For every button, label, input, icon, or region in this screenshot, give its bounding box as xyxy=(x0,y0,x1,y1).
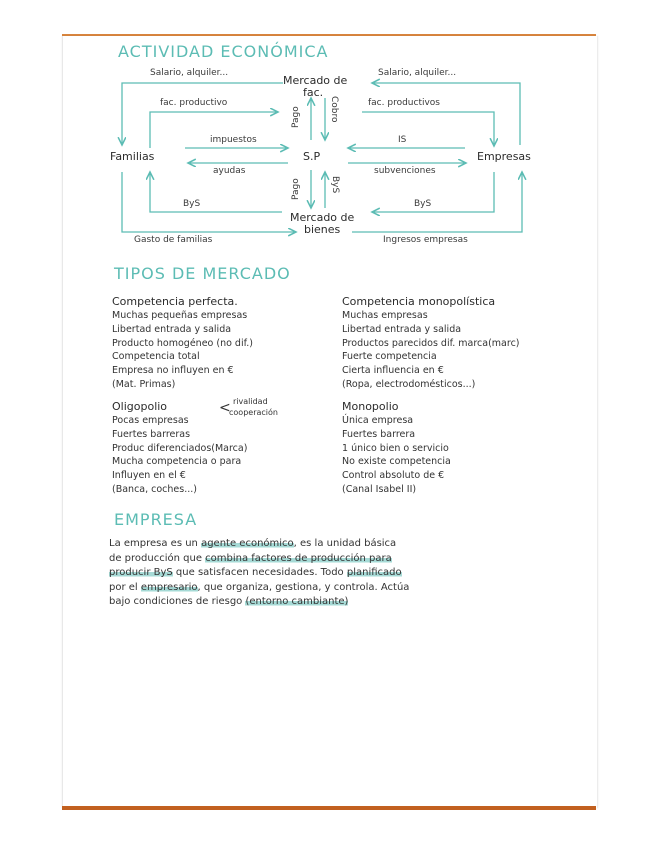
note-cooperacion: cooperación xyxy=(229,408,278,417)
list-item: Fuerte competencia xyxy=(342,351,437,363)
node-empresas: Empresas xyxy=(477,150,531,163)
label-salario-right: Salario, alquiler... xyxy=(378,68,457,78)
node-mercado-bienes: Mercado de xyxy=(290,211,355,224)
list-item: Control absoluto de € xyxy=(342,470,445,482)
empresa-definition xyxy=(109,538,579,611)
list-item: Fuertes barrera xyxy=(342,428,416,440)
label-is: IS xyxy=(398,135,407,145)
node-mercado-bienes-2: bienes xyxy=(304,223,341,236)
block-competencia-perfecta xyxy=(112,295,253,393)
paragraph-line: bajo condiciones de riesgo (entorno cambiante) xyxy=(109,596,349,607)
heading-tipos-de-mercado: TIPOS DE MERCADO xyxy=(114,264,291,283)
list-item: Única empresa xyxy=(342,415,414,426)
note-rivalidad: rivalidad xyxy=(233,397,268,406)
block-competencia-monopolistica xyxy=(342,295,520,393)
label-pago-bottom: Pago xyxy=(291,178,301,200)
list-item: Muchas pequeñas empresas xyxy=(112,310,248,321)
label-bys-left: ByS xyxy=(183,199,201,209)
title-oligopolio: Oligopolio xyxy=(112,400,168,413)
list-item: Producto homogéneo (no dif.) xyxy=(112,337,253,349)
label-ayudas: ayudas xyxy=(213,166,246,176)
list-item: Produc diferenciados(Marca) xyxy=(112,442,248,454)
list-item: Cierta influencia en € xyxy=(342,365,444,377)
paragraph-line: por el empresario, que organiza, gestiona, y controla. Actúa xyxy=(109,581,410,593)
brace-symbol: < xyxy=(219,400,231,416)
list-item: Libertad entrada y salida xyxy=(342,323,462,335)
title-competencia-monopolistica: Competencia monopolística xyxy=(342,295,496,308)
list-item: Pocas empresas xyxy=(112,415,189,426)
list-item: Muchas empresas xyxy=(342,310,428,321)
list-item: (Ropa, electrodomésticos...) xyxy=(342,378,476,390)
label-pago-top: Pago xyxy=(291,106,301,128)
list-item: Libertad entrada y salida xyxy=(112,323,232,335)
label-bys-right: ByS xyxy=(414,199,432,209)
block-monopolio xyxy=(342,400,451,498)
label-impuestos: impuestos xyxy=(210,135,257,145)
node-sp: S.P xyxy=(303,150,321,163)
label-fac-productivo-right: fac. productivos xyxy=(368,98,440,108)
heading-actividad-economica: ACTIVIDAD ECONÓMICA xyxy=(118,42,329,61)
label-salario-left: Salario, alquiler... xyxy=(150,68,229,78)
list-item: (Canal Isabel II) xyxy=(342,483,417,495)
label-ingresos-empresas: Ingresos empresas xyxy=(383,235,468,245)
list-item: Productos parecidos dif. marca(marc) xyxy=(342,337,520,349)
label-bys-vertical: ByS xyxy=(330,176,340,194)
list-item: (Banca, coches...) xyxy=(112,483,197,495)
heading-empresa: EMPRESA xyxy=(114,510,198,529)
arrow-fac-productivo-right xyxy=(362,112,494,146)
arrow-gasto-familias xyxy=(122,172,296,232)
label-cobro: Cobro xyxy=(329,96,339,123)
list-item: No existe competencia xyxy=(342,456,451,468)
label-gasto-familias: Gasto de familias xyxy=(134,235,213,245)
arrow-bys-right xyxy=(372,172,494,212)
node-familias: Familias xyxy=(110,150,155,163)
title-competencia-perfecta: Competencia perfecta. xyxy=(112,295,238,308)
list-item: Fuertes barreras xyxy=(112,428,191,440)
list-item: 1 único bien o servicio xyxy=(342,442,449,454)
paragraph-line: producir ByS que satisfacen necesidades. Todo planificado xyxy=(109,567,402,578)
arrow-ingresos-empresas xyxy=(352,172,522,232)
arrow-bys-left xyxy=(150,172,282,212)
list-item: Competencia total xyxy=(112,351,200,363)
label-subvenciones: subvenciones xyxy=(374,166,436,176)
paragraph-line: de producción que combina factores de producción para xyxy=(109,552,392,564)
arrow-salario-right xyxy=(372,83,520,145)
list-item: Influyen en el € xyxy=(112,470,186,482)
title-monopolio: Monopolio xyxy=(342,400,399,413)
list-item: Empresa no influyen en € xyxy=(112,365,234,377)
list-item: (Mat. Primas) xyxy=(112,378,176,390)
list-item: Mucha competencia o para xyxy=(112,456,242,468)
label-fac-productivo-left: fac. productivo xyxy=(160,98,228,108)
paragraph-line: La empresa es un agente económico, es la unidad básica xyxy=(109,538,397,549)
node-mercado-factores: Mercado de xyxy=(283,74,348,87)
arrow-salario-left xyxy=(122,83,283,145)
node-mercado-factores-2: fac. xyxy=(303,86,324,99)
